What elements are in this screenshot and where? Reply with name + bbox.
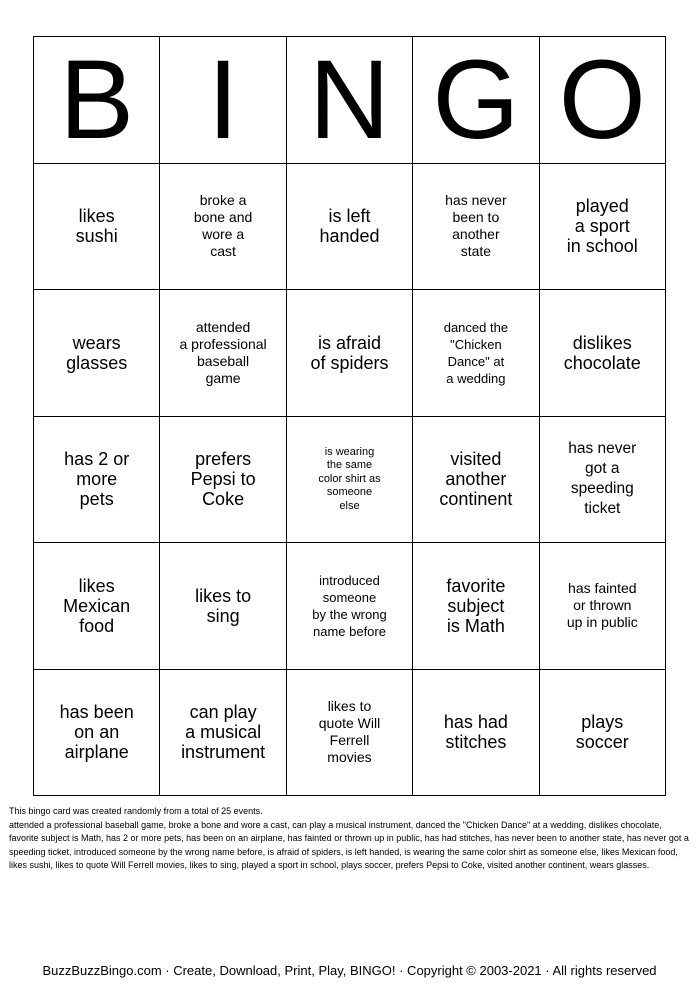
bingo-square xyxy=(413,543,539,670)
bingo-square xyxy=(413,290,539,417)
card-note xyxy=(9,805,692,873)
bingo-square xyxy=(540,543,666,670)
square-text: has never been to another state xyxy=(445,192,507,260)
square-text: likes sushi xyxy=(75,206,118,247)
bingo-square xyxy=(540,670,666,797)
square-text: has been on an airplane xyxy=(59,702,134,763)
square-text: favorite subject is Math xyxy=(446,575,506,636)
bingo-square xyxy=(287,417,413,544)
header-letter-o xyxy=(540,37,666,164)
note-intro: This bingo card was created randomly from a total of 25 events. xyxy=(9,806,263,816)
bingo-square xyxy=(160,417,286,544)
square-text: prefers Pepsi to Coke xyxy=(190,449,256,510)
bingo-square xyxy=(34,417,160,544)
square-text: wears glasses xyxy=(66,332,128,373)
square-text: likes to quote Will Ferrell movies xyxy=(318,698,381,766)
bingo-card xyxy=(33,36,666,796)
square-text: likes to sing xyxy=(195,585,252,626)
square-text: dislikes chocolate xyxy=(563,332,641,373)
square-text: is left handed xyxy=(319,206,380,247)
square-text: plays soccer xyxy=(575,712,629,753)
note-events: attended a professional baseball game, broke a bone and wore a cast, can play a musical instrument, danced the "Chicken Dance" at a wedding, dislikes chocolate, favorite subject is Math, has 2 or more pets, has been on an airplane, has fainted or thrown up in public, has had stitches, has never been to another state, has never got a speeding ticket, introduced someone by the wrong name before, is afraid of spiders, is left handed, is wearing the same color shirt as someone else, likes Mexican food, likes sushi, likes to quote Will Ferrell movies, likes to sing, played a sport in school, plays soccer, prefers Pepsi to Coke, visited another continent, wears glasses. xyxy=(9,819,689,870)
bingo-square xyxy=(413,670,539,797)
square-text: danced the "Chicken Dance" at a wedding xyxy=(443,319,509,386)
bingo-square xyxy=(160,290,286,417)
bingo-square xyxy=(160,543,286,670)
square-text: has fainted or thrown up in public xyxy=(566,580,638,631)
bingo-square xyxy=(287,164,413,291)
header-letter-g xyxy=(413,37,539,164)
square-text: has never got a speeding ticket xyxy=(568,440,637,518)
square-text: can play a musical instrument xyxy=(181,702,266,763)
bingo-square xyxy=(287,290,413,417)
bingo-square xyxy=(34,543,160,670)
site-footer: BuzzBuzzBingo.com · Create, Download, Print, Play, BINGO! · Copyright © 2003-2021 · All rights reserved xyxy=(42,963,657,978)
square-text: likes Mexican food xyxy=(63,575,131,636)
header-letter-n xyxy=(287,37,413,164)
square-text: has 2 or more pets xyxy=(64,449,130,510)
bingo-square xyxy=(34,670,160,797)
bingo-square xyxy=(160,670,286,797)
bingo-square xyxy=(540,290,666,417)
square-text: attended a professional baseball game xyxy=(179,318,267,386)
square-text: broke a bone and wore a cast xyxy=(193,192,253,260)
bingo-square xyxy=(540,164,666,291)
square-text: is afraid of spiders xyxy=(310,332,389,373)
square-text: has had stitches xyxy=(443,712,508,753)
bingo-square xyxy=(413,417,539,544)
square-text: visited another continent xyxy=(439,449,513,510)
header-letter-b xyxy=(34,37,160,164)
bingo-square xyxy=(160,164,286,291)
header-letter: N xyxy=(309,37,390,162)
bingo-square xyxy=(540,417,666,544)
square-text: is wearing the same color shirt as someone else xyxy=(318,445,381,512)
bingo-square xyxy=(34,164,160,291)
header-letter: B xyxy=(59,37,135,162)
header-letter: O xyxy=(558,37,646,162)
bingo-square xyxy=(413,164,539,291)
header-letter-i xyxy=(160,37,286,164)
bingo-square xyxy=(287,670,413,797)
square-text: played a sport in school xyxy=(566,196,638,257)
header-letter: G xyxy=(432,37,520,162)
square-text: introduced someone by the wrong name before xyxy=(312,572,387,639)
bingo-square xyxy=(287,543,413,670)
header-letter: I xyxy=(207,37,239,162)
bingo-square xyxy=(34,290,160,417)
